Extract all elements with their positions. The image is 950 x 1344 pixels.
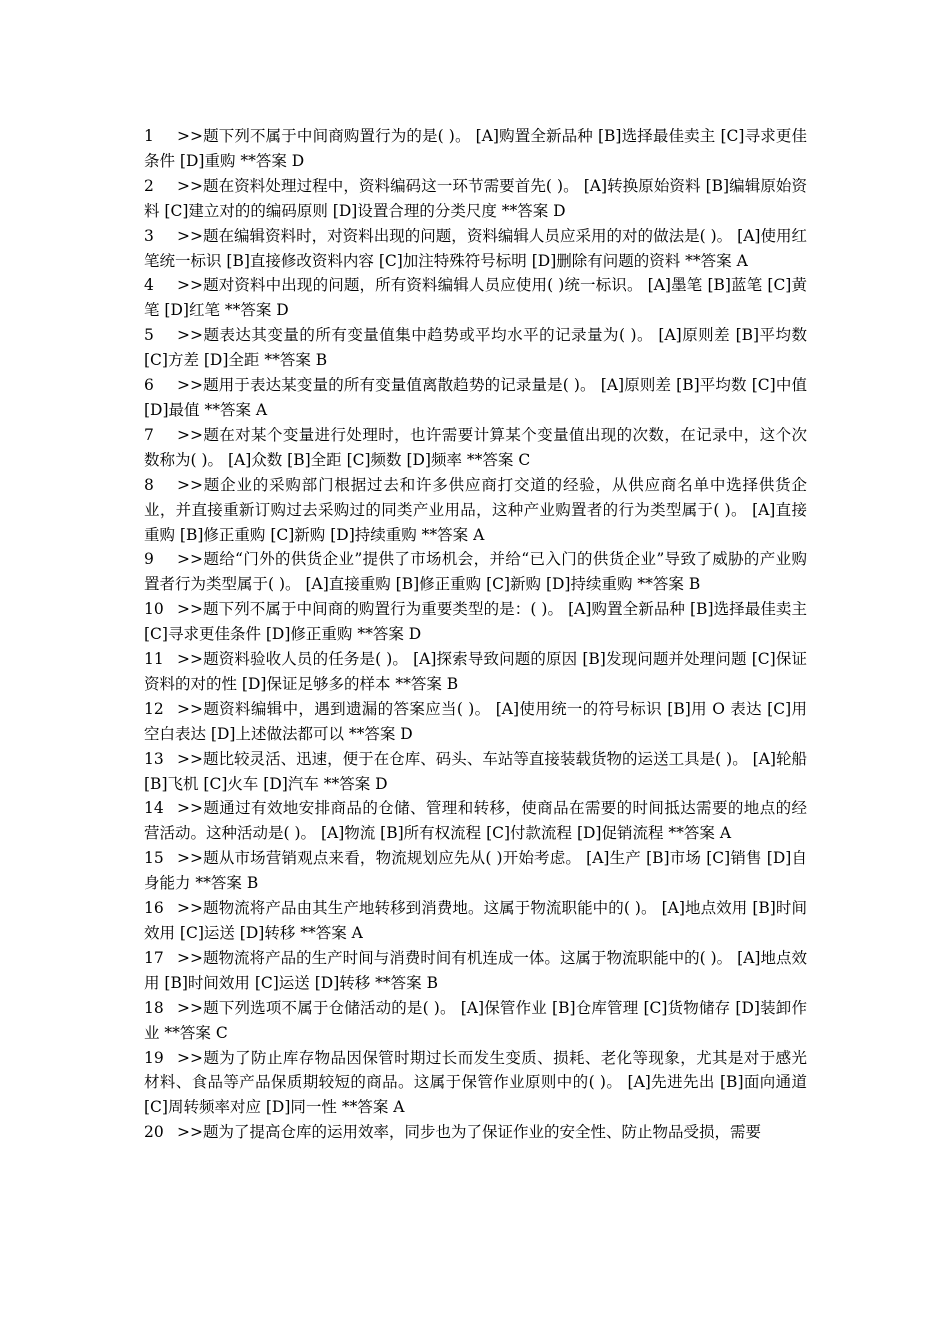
question-item xyxy=(144,697,807,747)
document-body xyxy=(144,124,807,1145)
question-number: 19 xyxy=(144,1048,164,1067)
question-number: 8 xyxy=(144,475,154,494)
question-number: 10 xyxy=(144,600,164,619)
question-item xyxy=(144,597,807,647)
question-item xyxy=(144,174,807,224)
question-text: >>题下列不属于中间商购置行为的是( )。 [A]购置全新品种 [B]选择最佳卖主 [C]寻求更佳条件 [D]重购 **答案 D xyxy=(144,127,807,170)
question-item xyxy=(144,323,807,373)
question-text: >>题下列不属于中间商的购置行为重要类型的是：( )。 [A]购置全新品种 [B]选择最佳卖主 [C]寻求更佳条件 [D]修正重购 **答案 D xyxy=(144,600,807,644)
question-text: >>题用于表达某变量的所有变量值离散趋势的记录量是( )。 [A]原则差 [B]平均数 [C]中值 [D]最值 **答案 A xyxy=(144,376,807,419)
question-item xyxy=(144,996,807,1046)
question-number: 16 xyxy=(144,899,164,918)
question-number: 7 xyxy=(144,425,154,444)
question-item xyxy=(144,473,807,548)
question-text: >>题在编辑资料时，对资料出现的问题，资料编辑人员应采用的对的做法是( )。 [A]使用红笔统一标识 [B]直接修改资料内容 [C]加注特殊符号标明 [D]删除有问题的资料 **答案 A xyxy=(144,226,807,270)
question-text: >>题表达其变量的所有变量值集中趋势或平均水平的记录量为( )。 [A]原则差 [B]平均数 [C]方差 [D]全距 **答案 B xyxy=(144,326,807,370)
question-item xyxy=(144,896,807,946)
question-item xyxy=(144,273,807,323)
question-item xyxy=(144,946,807,996)
question-number: 14 xyxy=(144,799,164,818)
question-number: 3 xyxy=(144,226,154,245)
question-number: 15 xyxy=(144,849,164,868)
question-text: >>题通过有效地安排商品的仓储、管理和转移，使商品在需要的时间抵达需要的地点的经营活动。这种活动是( )。 [A]物流 [B]所有权流程 [C]付款流程 [D]促销流程 **答案 A xyxy=(144,799,807,843)
question-text: >>题下列选项不属于仓储活动的是( )。 [A]保管作业 [B]仓库管理 [C]货物储存 [D]装卸作业 **答案 C xyxy=(144,998,807,1042)
question-item xyxy=(144,1120,807,1145)
question-text: >>题对资料中出现的问题，所有资料编辑人员应使用( )统一标识。 [A]墨笔 [B]蓝笔 [C]黄笔 [D]红笔 **答案 D xyxy=(144,276,807,320)
question-text: >>题资料验收人员的任务是( )。 [A]探索导致问题的原因 [B]发现问题并处理问题 [C]保证资料的对的性 [D]保证足够多的样本 **答案 B xyxy=(144,650,807,693)
question-number: 4 xyxy=(144,276,154,295)
question-text: >>题为了提高仓库的运用效率，同步也为了保证作业的安全性、防止物品受损，需要 xyxy=(177,1123,761,1142)
question-item xyxy=(144,423,807,473)
question-text: >>题给“门外的供货企业”提供了市场机会，并给“已入门的供货企业”导致了威胁的产业购置者行为类型属于( )。 [A]直接重购 [B]修正重购 [C]新购 [D]持续重购 **答案 B xyxy=(144,550,807,594)
question-item xyxy=(144,224,807,274)
question-text: >>题在对某个变量进行处理时，也许需要计算某个变量值出现的次数，在记录中，这个次数称为( )。 [A]众数 [B]全距 [C]频数 [D]频率 **答案 C xyxy=(144,425,807,469)
question-item xyxy=(144,846,807,896)
question-number: 1 xyxy=(144,127,154,145)
question-number: 5 xyxy=(144,326,154,345)
question-item xyxy=(144,796,807,846)
question-item xyxy=(144,547,807,597)
question-number: 17 xyxy=(144,948,164,967)
question-number: 18 xyxy=(144,998,164,1017)
question-text: >>题比较灵活、迅速，便于在仓库、码头、车站等直接装载货物的运送工具是( )。 [A]轮船 [B]飞机 [C]火车 [D]汽车 **答案 D xyxy=(144,749,807,793)
question-text: >>题物流将产品的生产时间与消费时间有机连成一体。这属于物流职能中的( )。 [A]地点效用 [B]时间效用 [C]运送 [D]转移 **答案 B xyxy=(144,948,807,992)
question-text: >>题资料编辑中，遇到遗漏的答案应当( )。 [A]使用统一的符号标识 [B]用 O 表达 [C]用空白表达 [D]上述做法都可以 **答案 D xyxy=(144,699,807,743)
question-number: 20 xyxy=(144,1123,164,1142)
question-text: >>题企业的采购部门根据过去和许多供应商打交道的经验，从供应商名单中选择供货企业，并直接重新订购过去采购过的同类产业用品，这种产业购置者的行为类型属于( )。 [A]直接重购 [B]修正重购 [C]新购 [D]持续重购 **答案 A xyxy=(144,475,807,544)
question-number: 13 xyxy=(144,749,164,768)
question-number: 2 xyxy=(144,176,154,195)
question-number: 6 xyxy=(144,376,154,395)
question-text: >>题从市场营销观点来看，物流规划应先从( )开始考虑。 [A]生产 [B]市场 [C]销售 [D]自身能力 **答案 B xyxy=(144,849,807,893)
question-text: >>题在资料处理过程中，资料编码这一环节需要首先( )。 [A]转换原始资料 [B]编辑原始资料 [C]建立对的的编码原则 [D]设置合理的分类尺度 **答案 D xyxy=(144,176,807,220)
question-number: 9 xyxy=(144,550,154,569)
question-item xyxy=(144,1046,807,1121)
question-text: >>题为了防止库存物品因保管时期过长而发生变质、损耗、老化等现象，尤其是对于感光材料、食品等产品保质期较短的商品。这属于保管作业原则中的( )。 [A]先进先出 [B]面向通道 [C]周转频率对应 [D]同一性 **答案 A xyxy=(144,1048,807,1117)
question-number: 12 xyxy=(144,699,164,718)
question-item xyxy=(144,647,807,697)
question-item xyxy=(144,124,807,174)
question-number: 11 xyxy=(144,650,164,669)
question-text: >>题物流将产品由其生产地转移到消费地。这属于物流职能中的( )。 [A]地点效用 [B]时间效用 [C]运送 [D]转移 **答案 A xyxy=(144,899,807,942)
question-item xyxy=(144,373,807,423)
question-item xyxy=(144,747,807,797)
